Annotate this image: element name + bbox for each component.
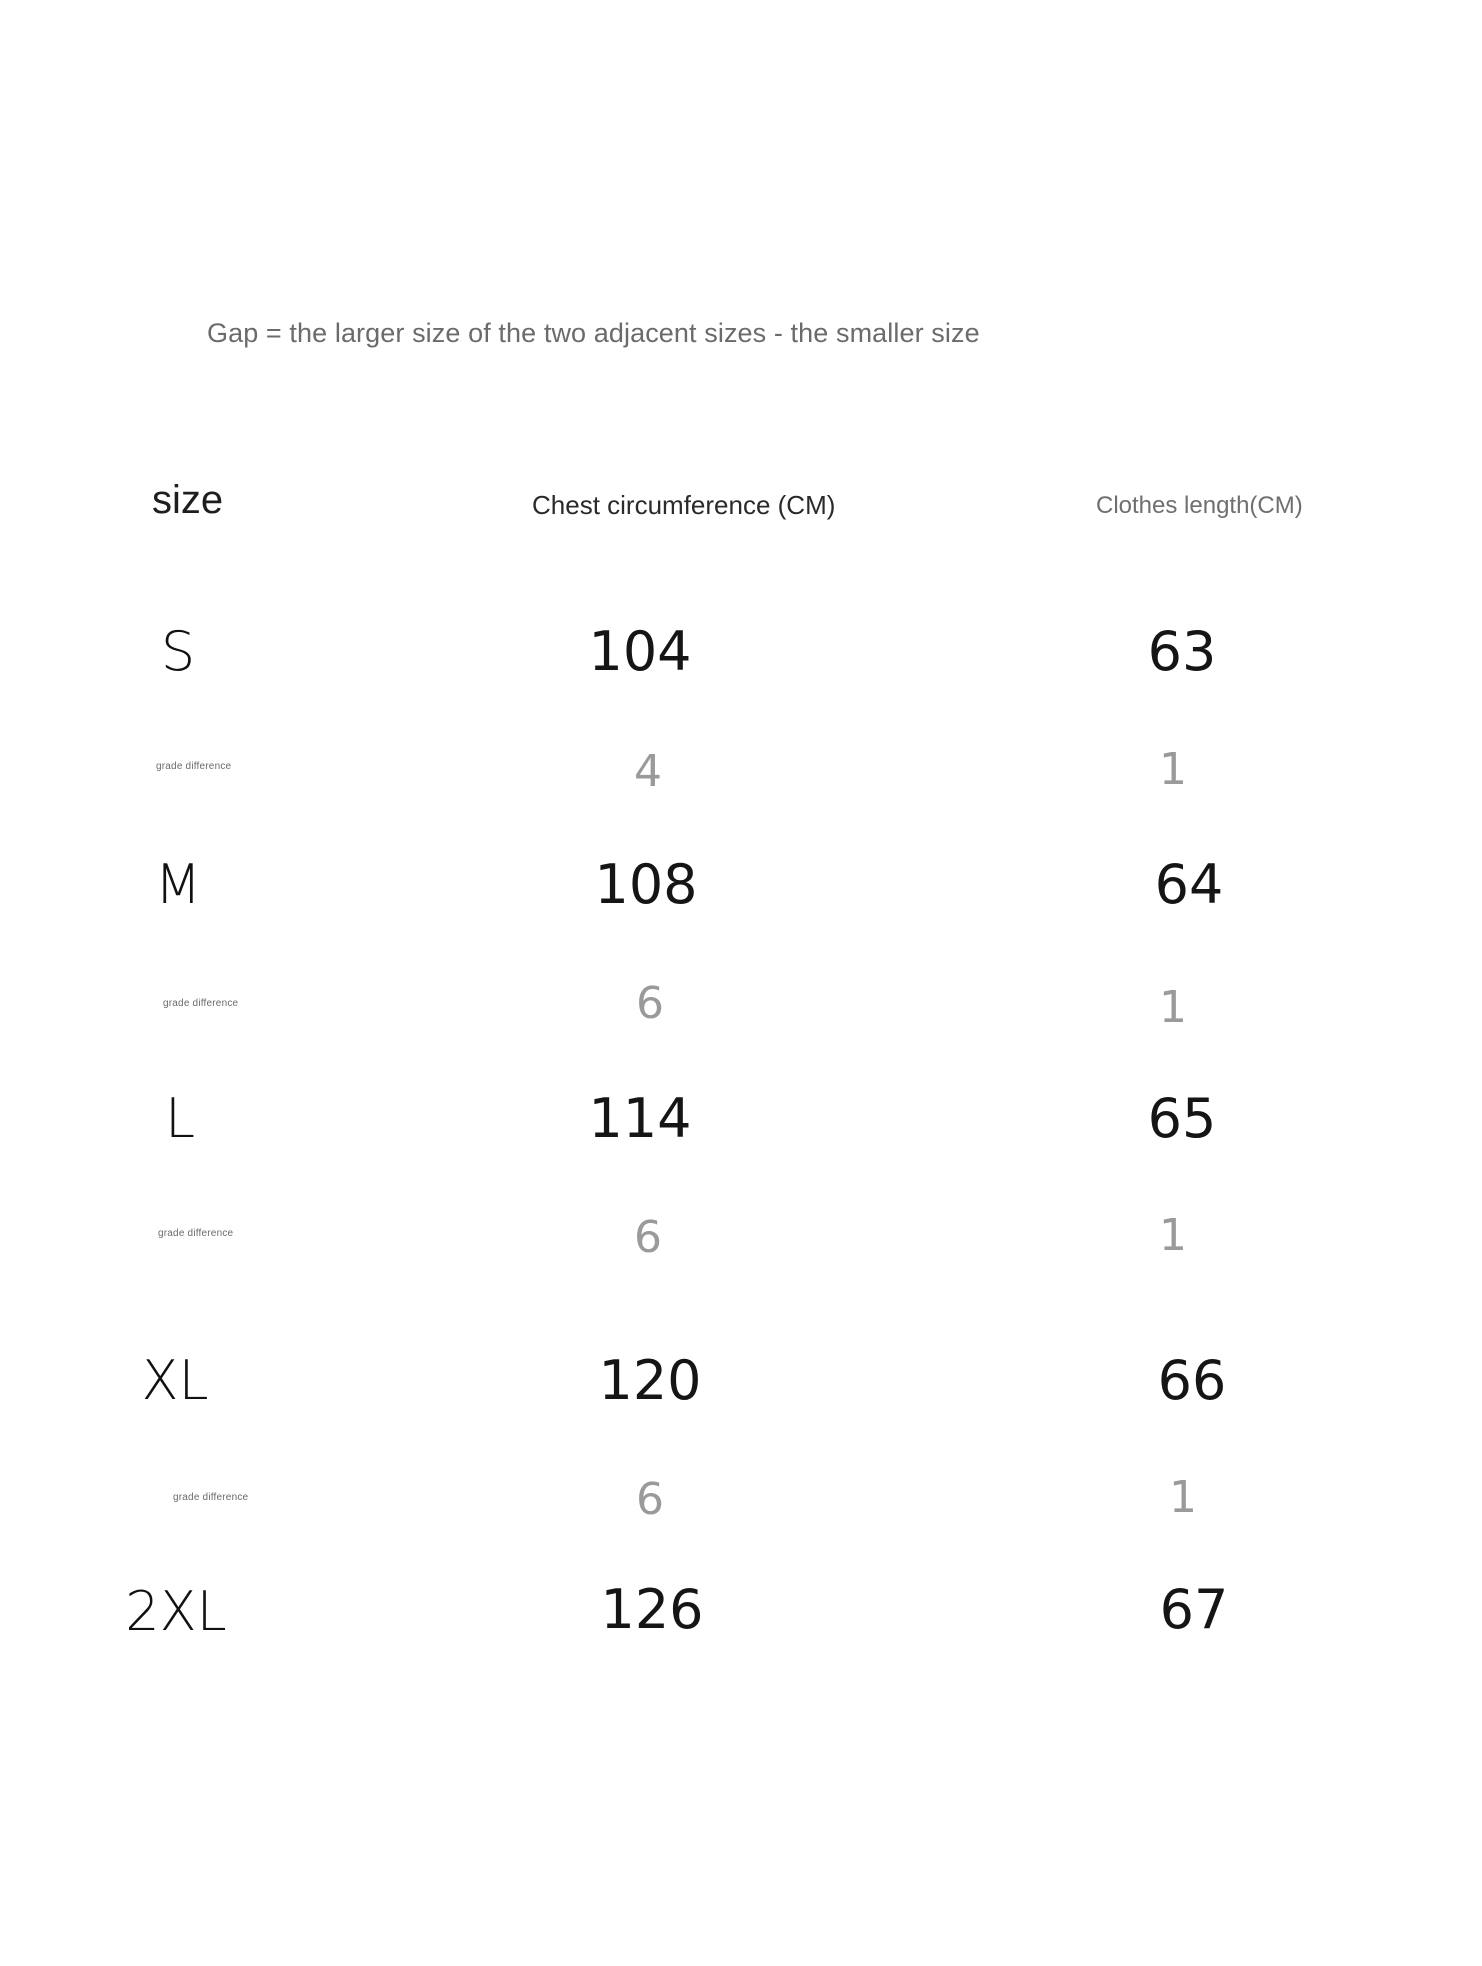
gap-definition-note: Gap = the larger size of the two adjacent sizes - the smaller size [207,318,980,348]
chest-value-s: 104 [588,620,692,683]
chest-gap-value: 6 [634,1212,662,1263]
size-label-xl: XL [141,1349,209,1412]
length-value-l: 65 [1147,1087,1217,1150]
chest-gap-value: 6 [636,1474,664,1525]
size-column-header: size [152,478,224,522]
grade-difference-label: grade difference [173,1492,249,1503]
chest-value-2xl: 126 [600,1578,704,1641]
chest-column-header: Chest circumference (CM) [532,490,836,520]
grade-difference-label: grade difference [156,761,232,772]
length-gap-value: 1 [1159,982,1187,1033]
chest-gap-value: 6 [636,978,664,1029]
chest-value-xl: 120 [598,1349,702,1412]
chest-value-m: 108 [594,853,698,916]
chest-value-l: 114 [588,1087,692,1150]
length-gap-value: 1 [1159,1210,1187,1261]
size-label-m: M [154,853,202,916]
grade-difference-label: grade difference [158,1228,234,1239]
grade-difference-label: grade difference [163,998,239,1009]
length-value-m: 64 [1154,853,1224,916]
length-gap-value: 1 [1159,744,1187,795]
chest-gap-value: 4 [634,746,662,797]
size-label-s: S [160,620,196,683]
length-value-s: 63 [1147,620,1217,683]
length-gap-value: 1 [1169,1472,1197,1523]
size-label-l: L [164,1087,196,1150]
length-column-header: Clothes length(CM) [1096,492,1303,519]
size-label-2xl: 2XL [125,1580,227,1643]
length-value-xl: 66 [1157,1349,1227,1412]
length-value-2xl: 67 [1159,1578,1229,1641]
